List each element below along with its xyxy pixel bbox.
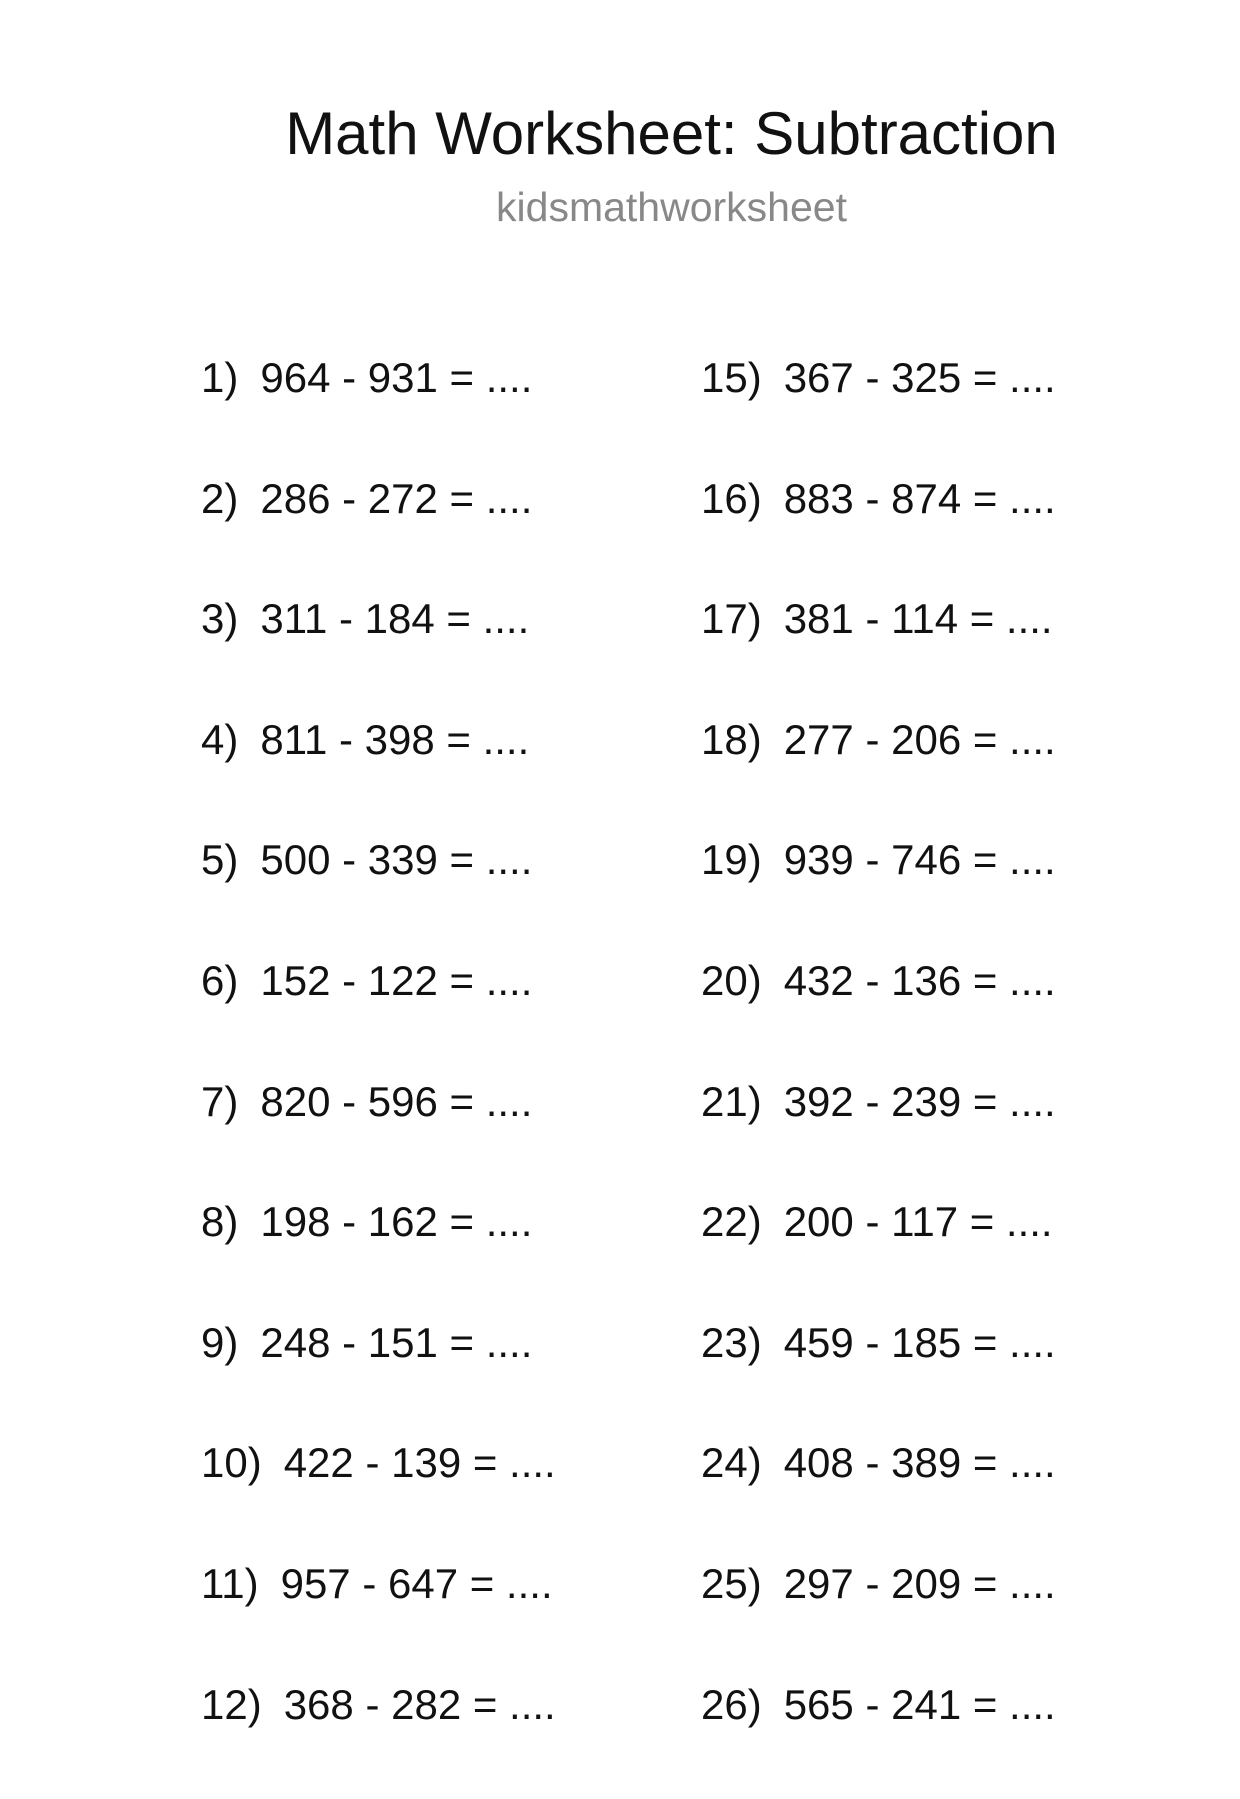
problem-18 [701, 714, 1056, 835]
problem-number: 2) [201, 474, 239, 522]
problem-expression: 964 - 931 = .... [260, 354, 533, 401]
problem-11 [201, 1558, 556, 1679]
problem-number: 5) [201, 836, 239, 884]
problem-number: 20) [701, 956, 762, 1004]
problem-23 [701, 1317, 1056, 1438]
problem-number: 22) [701, 1198, 762, 1246]
problem-number: 1) [201, 354, 239, 401]
problem-expression: 277 - 206 = .... [783, 715, 1056, 763]
problem-column-right [701, 352, 1056, 1799]
problem-number: 19) [701, 836, 762, 884]
problem-number: 21) [701, 1077, 762, 1125]
problem-number: 4) [201, 715, 239, 763]
problem-expression: 381 - 114 = .... [783, 595, 1053, 643]
problem-expression: 198 - 162 = .... [260, 1198, 533, 1246]
problem-9 [201, 1317, 556, 1438]
problem-4 [201, 714, 556, 835]
problem-expression: 408 - 389 = .... [783, 1439, 1056, 1487]
problem-5 [201, 834, 556, 955]
problem-expression: 297 - 209 = .... [783, 1559, 1056, 1607]
problem-number: 6) [201, 956, 239, 1004]
problem-number: 11) [201, 1559, 259, 1607]
problem-expression: 883 - 874 = .... [783, 474, 1056, 522]
problem-expression: 200 - 117 = .... [783, 1198, 1053, 1246]
problem-expression: 459 - 185 = .... [783, 1318, 1056, 1366]
problem-number: 26) [701, 1680, 762, 1728]
problem-20 [701, 955, 1056, 1076]
problem-number: 8) [201, 1198, 239, 1246]
problem-number: 23) [701, 1318, 762, 1366]
problem-expression: 939 - 746 = .... [783, 836, 1056, 884]
problem-6 [201, 955, 556, 1076]
problem-expression: 152 - 122 = .... [260, 956, 533, 1004]
problem-column-left [201, 352, 556, 1799]
problem-expression: 957 - 647 = .... [280, 1559, 553, 1607]
problem-3 [201, 593, 556, 714]
problem-expression: 367 - 325 = .... [783, 354, 1056, 401]
problem-16 [701, 473, 1056, 594]
problem-expression: 422 - 139 = .... [283, 1439, 556, 1487]
problem-number: 3) [201, 595, 239, 643]
problem-8 [201, 1196, 556, 1317]
problem-number: 17) [701, 595, 762, 643]
problem-number: 24) [701, 1439, 762, 1487]
problem-7 [201, 1076, 556, 1197]
problem-number: 16) [701, 474, 762, 522]
problem-12 [201, 1679, 556, 1799]
problem-expression: 392 - 239 = .... [783, 1077, 1056, 1125]
problem-1 [201, 352, 556, 473]
problem-number: 7) [201, 1077, 239, 1125]
problem-expression: 820 - 596 = .... [260, 1077, 533, 1125]
problem-number: 25) [701, 1559, 762, 1607]
worksheet-subtitle: kidsmathworksheet [496, 184, 847, 230]
problem-2 [201, 473, 556, 594]
worksheet-title: Math Worksheet: Subtraction [285, 100, 1058, 167]
problem-number: 9) [201, 1318, 239, 1366]
problem-21 [701, 1076, 1056, 1197]
problem-expression: 311 - 184 = .... [260, 595, 530, 643]
problem-expression: 432 - 136 = .... [783, 956, 1056, 1004]
problem-number: 10) [201, 1439, 262, 1487]
problem-expression: 368 - 282 = .... [283, 1680, 556, 1728]
problem-number: 18) [701, 715, 762, 763]
problem-expression: 286 - 272 = .... [260, 474, 533, 522]
problem-22 [701, 1196, 1056, 1317]
problem-10 [201, 1437, 556, 1558]
problem-number: 15) [701, 354, 762, 401]
problem-26 [701, 1679, 1056, 1799]
problem-expression: 500 - 339 = .... [260, 836, 533, 884]
problem-25 [701, 1558, 1056, 1679]
problem-expression: 248 - 151 = .... [260, 1318, 533, 1366]
problem-expression: 565 - 241 = .... [783, 1680, 1056, 1728]
problem-24 [701, 1437, 1056, 1558]
problem-15 [701, 352, 1056, 473]
problem-17 [701, 593, 1056, 714]
problem-expression: 811 - 398 = .... [260, 715, 530, 763]
problem-number: 12) [201, 1680, 262, 1728]
problem-19 [701, 834, 1056, 955]
